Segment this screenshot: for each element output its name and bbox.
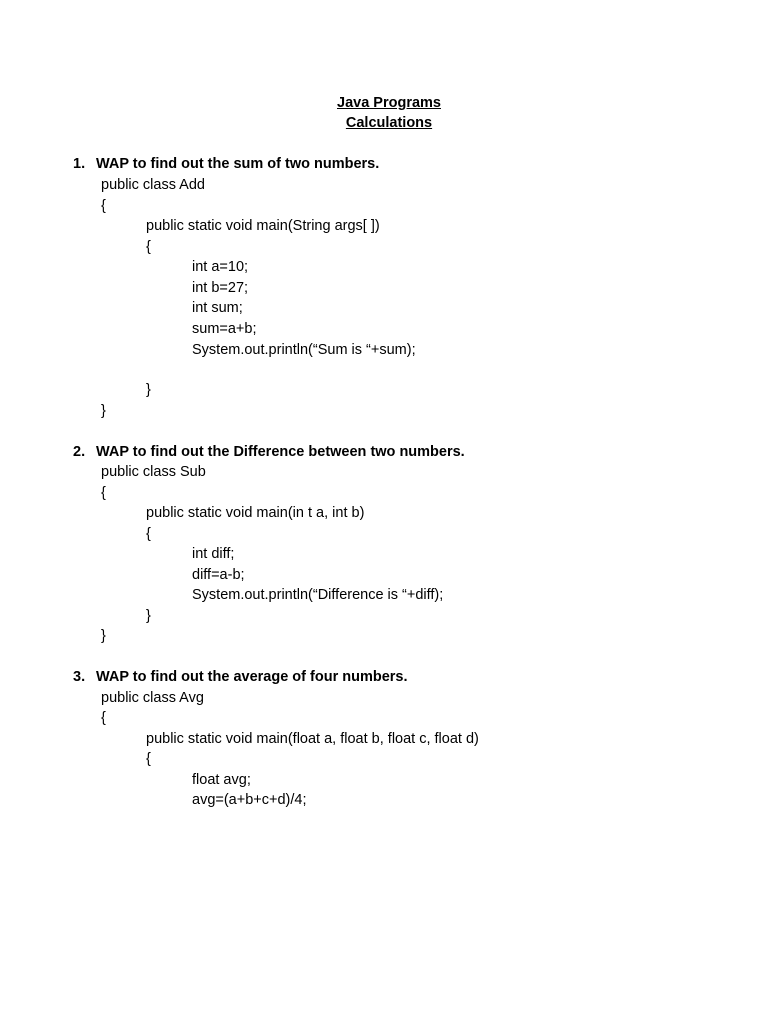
code-line: { <box>101 710 106 726</box>
program-number: 3. <box>73 669 86 685</box>
code-line: sum=a+b; <box>192 321 257 337</box>
code-line: System.out.println(“Sum is “+sum); <box>192 342 416 358</box>
program-heading: WAP to find out the average of four numbers. <box>96 669 408 685</box>
code-line: } <box>146 382 151 398</box>
program-heading: WAP to find out the Difference between two numbers. <box>96 444 465 460</box>
code-line: int sum; <box>192 300 243 316</box>
code-line: int b=27; <box>192 280 249 296</box>
code-line: avg=(a+b+c+d)/4; <box>192 792 307 808</box>
code-line: System.out.println(“Difference is “+diff); <box>192 587 444 603</box>
code-line: } <box>101 403 106 419</box>
code-line: { <box>101 485 106 501</box>
code-line: } <box>146 608 151 624</box>
code-line: { <box>146 751 151 767</box>
code-line: diff=a-b; <box>192 567 245 583</box>
code-line: public static void main(in t a, int b) <box>146 505 365 521</box>
code-line: public static void main(String args[ ]) <box>146 218 380 234</box>
document-subtitle: Calculations <box>345 115 433 131</box>
code-line: float avg; <box>192 772 251 788</box>
code-line: { <box>101 198 106 214</box>
program-number: 1. <box>73 156 86 172</box>
code-line: public class Add <box>101 177 205 193</box>
program-heading: WAP to find out the sum of two numbers. <box>96 156 380 172</box>
code-line: { <box>146 526 151 542</box>
program-number: 2. <box>73 444 86 460</box>
code-line: public static void main(float a, float b, float c, float d) <box>146 731 479 747</box>
code-line: } <box>101 628 106 644</box>
code-line: { <box>146 239 151 255</box>
code-line: int diff; <box>192 546 235 562</box>
code-line: int a=10; <box>192 259 249 275</box>
document-title: Java Programs <box>337 95 441 111</box>
code-line: public class Sub <box>101 464 206 480</box>
code-line: public class Avg <box>101 690 204 706</box>
